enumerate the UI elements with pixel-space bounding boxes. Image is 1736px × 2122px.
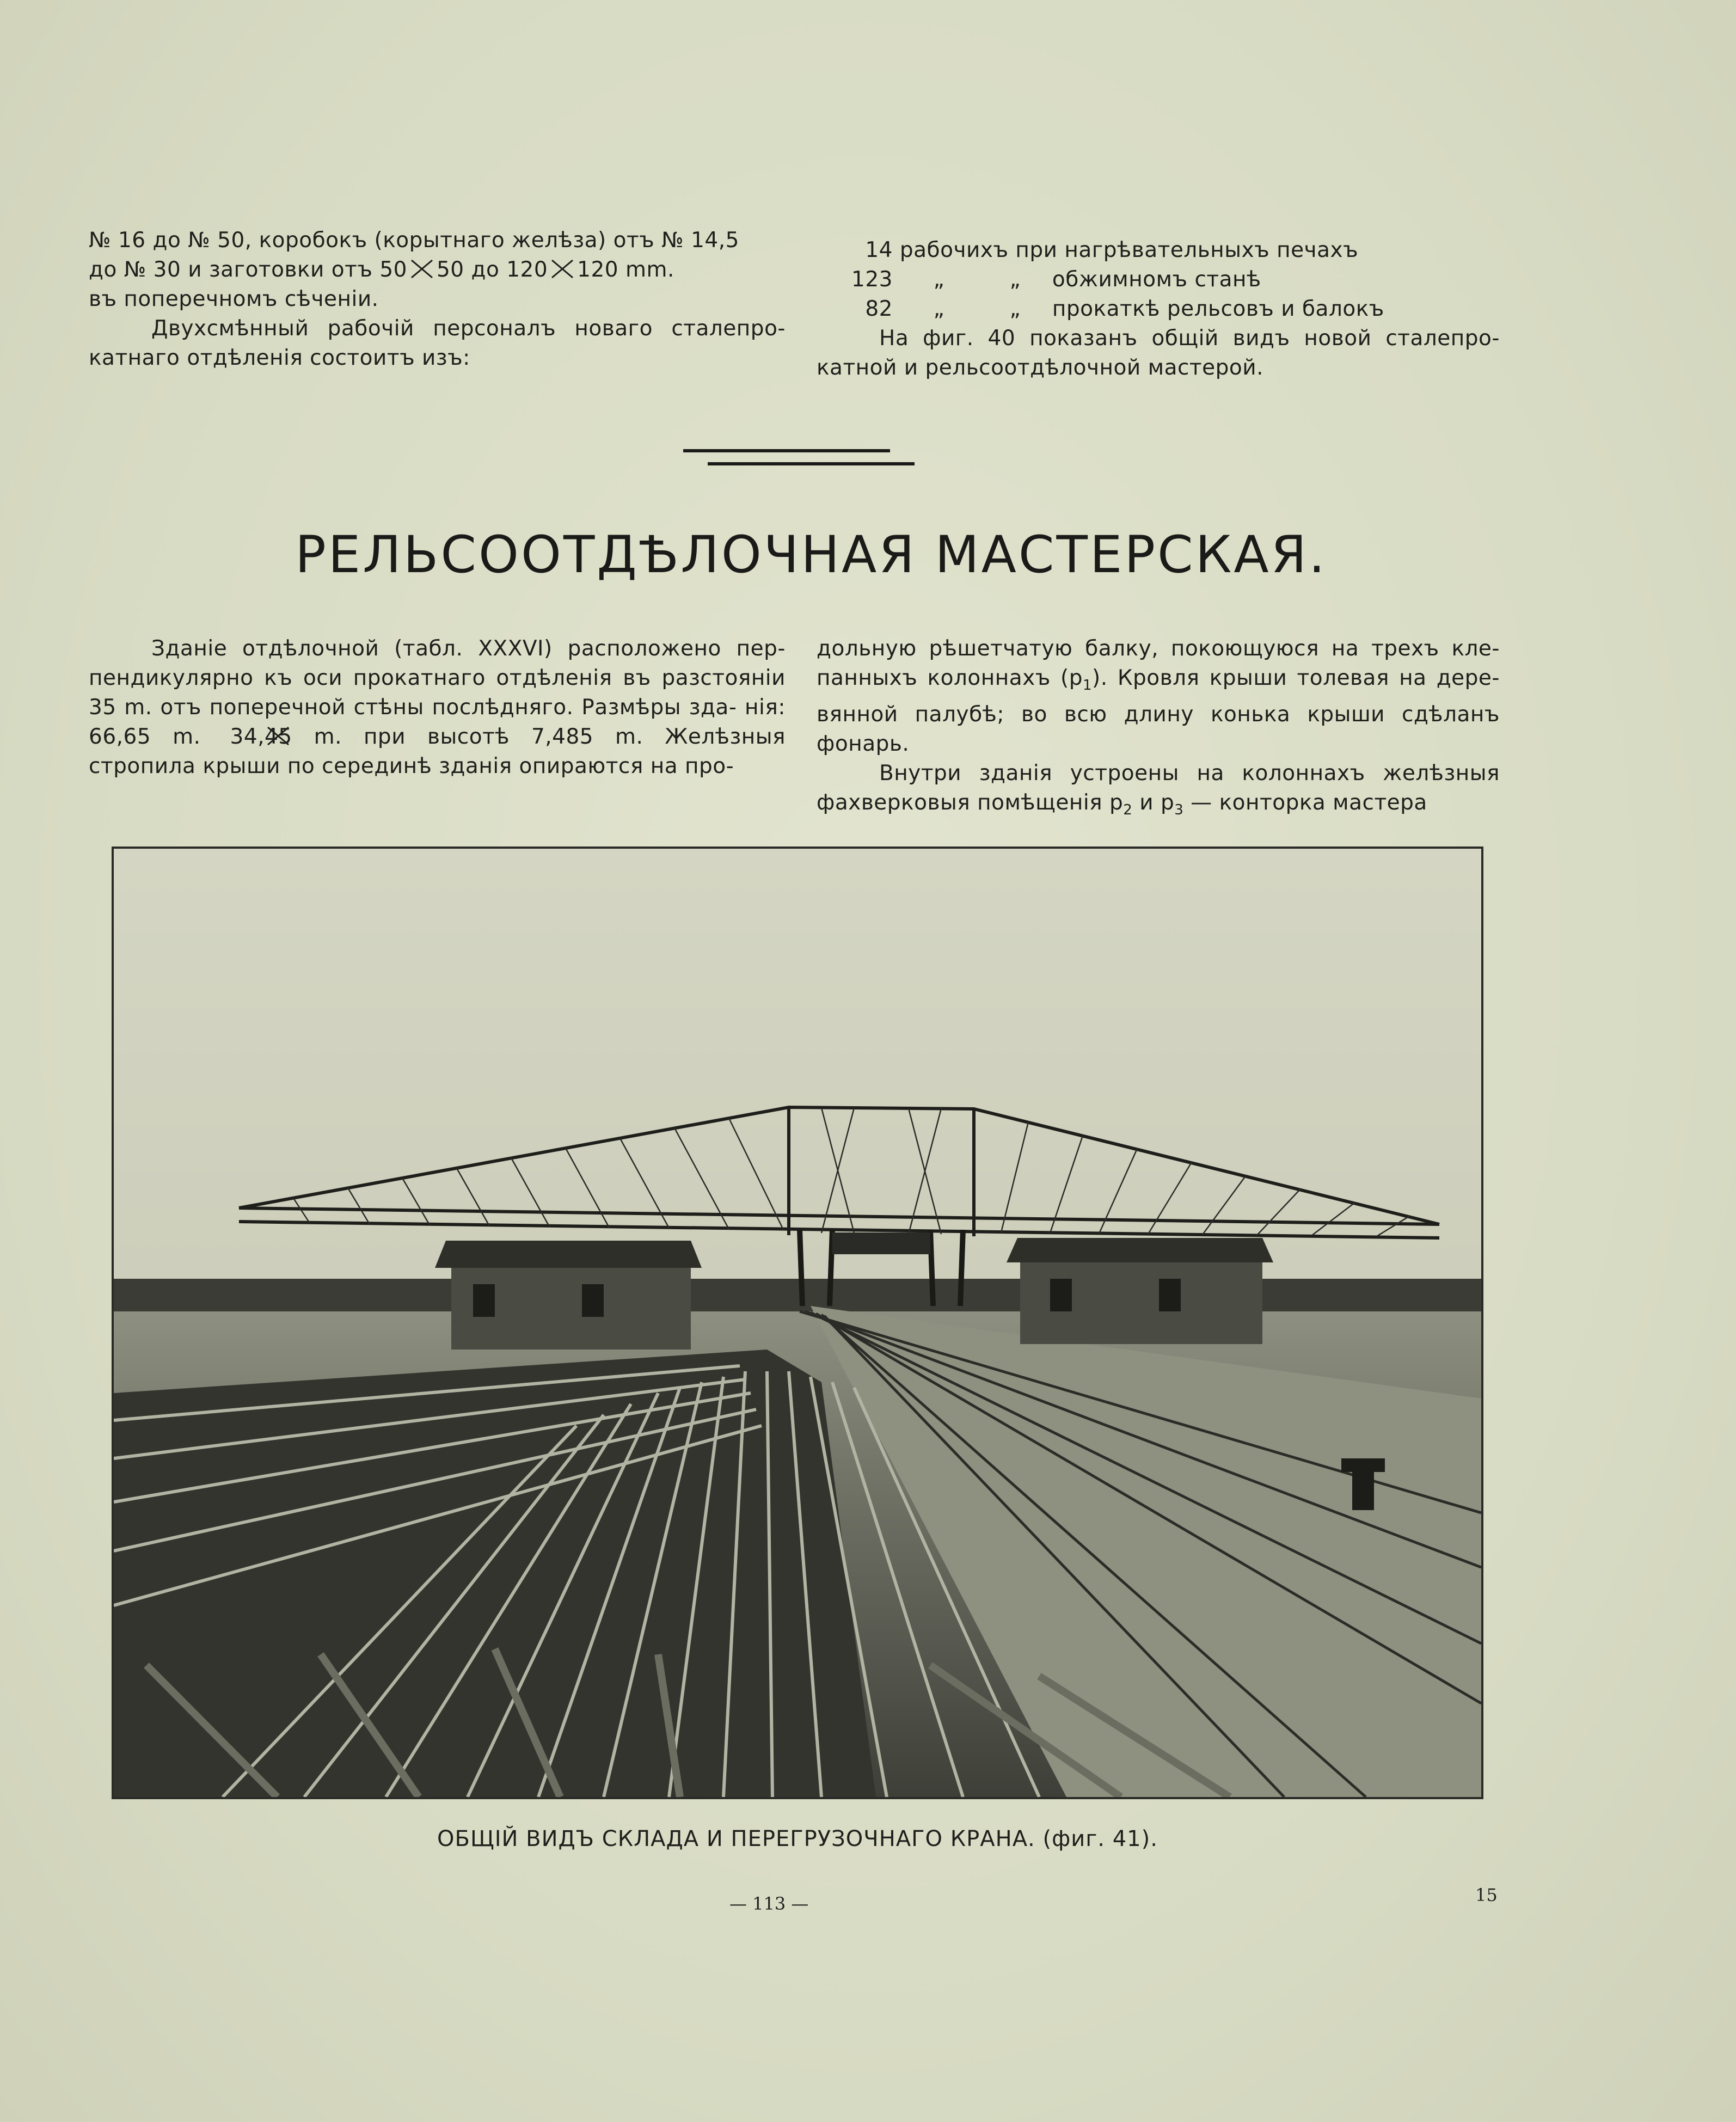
body-right-column	[817, 634, 1500, 825]
decorative-double-rule	[683, 446, 917, 468]
top-right-paragraph: На фиг. 40 показанъ общій видъ новой сталепро- катной и рельсоотдѣлочной мастерой.	[817, 326, 1500, 380]
multiplication-cross-icon	[203, 725, 228, 747]
top-left-line-3: въ поперечномъ сѣченіи.	[89, 287, 379, 311]
top-left-line-2: до № 30 и заготовки отъ 50 50 до 120 120 mm.	[89, 257, 674, 282]
staff-row-1: 14 рабочихъ при нагрѣвательныхъ печахъ	[865, 238, 1359, 262]
top-left-paragraph-2: Двухсмѣнный рабочій персоналъ новаго сталепро- катнаго отдѣленія состоитъ изъ:	[89, 316, 786, 370]
staff-row-3: 82 „ „ прокаткѣ рельсовъ и балокъ	[865, 297, 1384, 321]
page-number: — 113 —	[729, 1893, 809, 1914]
top-right-column	[817, 236, 1500, 383]
multiplication-cross-icon	[409, 258, 434, 280]
crane-photo-illustration	[114, 849, 1481, 1797]
top-left-line-1: № 16 до № 50, коробокъ (корытнаго желѣза) отъ № 14,5	[89, 228, 739, 253]
body-right-paragraph-2: Внутри зданія устроены на колоннахъ желѣзныя фахверковыя помѣщенія $p_2$ и $p_3$ — конторка мастера	[817, 761, 1500, 818]
body-right-paragraph-1: дольную рѣшетчатую балку, покоющуюся на трехъ кле- панныхъ колоннахъ $(p_1)$. Кровля крыши толевая на дере- вянной палубѣ; во всю длину конька крыши сдѣланъ фонарь.	[817, 636, 1500, 756]
top-left-column	[89, 226, 786, 373]
body-left-column	[89, 634, 786, 781]
staff-row-2: 123 „ „ обжимномъ станѣ	[851, 267, 1261, 292]
section-title: РЕЛЬСООТДѢЛОЧНАЯ МАСТЕРСКАЯ.	[295, 525, 1327, 585]
multiplication-cross-icon	[550, 258, 575, 280]
sheet-number: 15	[1475, 1885, 1498, 1905]
body-left-paragraph: Зданіе отдѣлочной (табл. XXXVI) расположено пер- пендикулярно къ оси прокатнаго отдѣленія въ разстояніи 35 m. отъ поперечной стѣны послѣдняго. Размѣры зда- нія: 66,65 m. 34,45 m. при высотѣ 7,485 m. Желѣзныя стропила крыши по серединѣ зданія опираются на про-	[89, 636, 786, 778]
photo-caption: ОБЩІЙ ВИДЪ СКЛАДА И ПЕРЕГРУЗОЧНАГО КРАНА. (фиг. 41).	[437, 1826, 1158, 1851]
crane-photograph	[112, 847, 1483, 1799]
